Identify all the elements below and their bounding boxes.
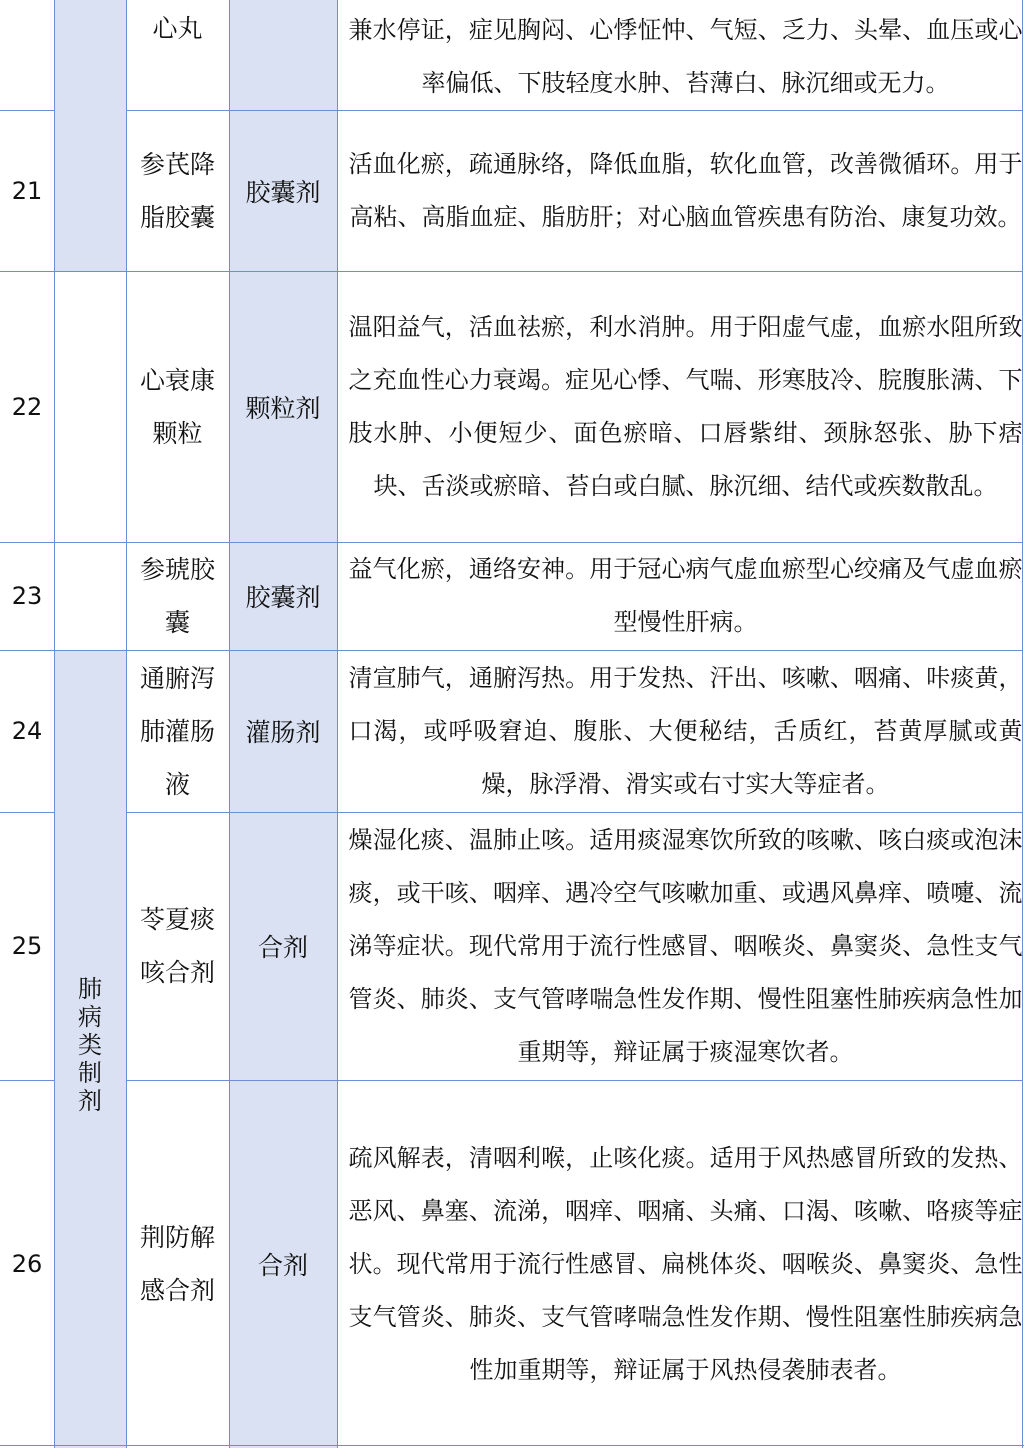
grid-line [0, 1080, 54, 1081]
category-label [54, 960, 126, 1130]
row-number: 22 [11, 392, 43, 421]
grid-line [126, 542, 1023, 543]
grid-line [126, 650, 1023, 651]
grid-line [0, 812, 54, 813]
dosage-form-cell: 颗粒剂 [245, 393, 321, 423]
description-cell: 清宣肺气，通腑泻热。用于发热、汗出、咳嗽、咽痛、咔痰黄，口渴，或呼吸窘迫、腹胀、大便秘结，舌质红，苔黄厚腻或黄燥，脉浮滑、滑实或右寸实大等症者。 [348, 663, 1023, 798]
row-number: 21 [11, 176, 43, 205]
row-number: 26 [11, 1250, 43, 1278]
grid-line [126, 110, 1023, 111]
grid-line [126, 1080, 1023, 1081]
grid-line [337, 0, 338, 1448]
description-cell: 活血化瘀，疏通脉络，降低血脂，软化血管，改善微循环。用于高粘、高脂血症、脂肪肝；对心脑血管疾患有防治、康复功效。 [348, 149, 1023, 231]
dosage-form-cell: 灌肠剂 [245, 718, 321, 747]
drug-name-cell: 通腑泻 肺灌肠 液 [139, 663, 215, 799]
grid-line [0, 271, 54, 272]
dosage-form-cell: 合剂 [257, 1251, 308, 1280]
description-cell: 燥湿化痰、温肺止咳。适用痰湿寒饮所致的咳嗽、咳白痰或泡沫痰，或干咳、咽痒、遇冷空气咳嗽加重、或遇风鼻痒、喷嚏、流涕等症状。现代常用于流行性感冒、咽喉炎、鼻窦炎、急性支气管炎、肺炎、支气管哮喘急性发作期、慢性阻塞性肺疾病急性加重期等，辩证属于痰湿寒饮者。 [348, 825, 1023, 1066]
row-number: 23 [11, 582, 43, 610]
category-char: 类 [78, 1031, 102, 1059]
drug-name-cell: 苓夏痰 咳合剂 [139, 905, 215, 987]
drug-name-cell: 心衰康 颗粒 [139, 365, 215, 448]
category-char: 病 [78, 1003, 102, 1031]
drug-name-cell: 参琥胶 囊 [139, 555, 215, 637]
grid-line [54, 0, 55, 1448]
row-number: 24 [11, 717, 43, 745]
description-cell: 兼水停证，症见胸闷、心悸怔忡、气短、乏力、头晕、血压或心率偏低、下肢轻度水肿、苔薄白、脉沉细或无力。 [348, 16, 1023, 97]
grid-line [0, 650, 54, 651]
grid-line [54, 271, 126, 272]
grid-line [1022, 0, 1023, 1448]
grid-line [229, 0, 230, 1448]
category-char: 肺 [78, 975, 102, 1003]
grid-line [0, 110, 54, 111]
grid-line [54, 650, 126, 651]
category-char: 剂 [78, 1087, 102, 1115]
grid-line [0, 1445, 1024, 1446]
grid-line [54, 542, 126, 543]
description-cell: 疏风解表，清咽利喉，止咳化痰。适用于风热感冒所致的发热、恶风、鼻塞、流涕，咽痒、咽痛、头痛、口渴、咳嗽、咯痰等症状。现代常用于流行性感冒、扁桃体炎、咽喉炎、鼻窦炎、急性支气管炎、肺炎、支气管哮喘急性发作期、慢性阻塞性肺疾病急性加重期等，辩证属于风热侵袭肺表者。 [348, 1143, 1023, 1384]
dosage-form-cell: 合剂 [257, 933, 308, 962]
description-cell: 温阳益气，活血祛瘀，利水消肿。用于阳虚气虚，血瘀水阻所致之充血性心力衰竭。症见心悸、气喘、形寒肢冷、脘腹胀满、下肢水肿、小便短少、面色瘀暗、口唇紫绀、颈脉怒张、胁下痞块、舌淡或瘀暗、苔白或白腻、脉沉细、结代或疾数散乱。 [348, 312, 1023, 500]
row-number: 25 [11, 932, 43, 960]
dosage-form-cell: 胶囊剂 [245, 177, 321, 207]
dosage-form-cell: 胶囊剂 [245, 583, 321, 612]
grid-line [126, 0, 127, 1448]
grid-line [126, 812, 1023, 813]
description-cell: 益气化瘀，通络安神。用于冠心病气虚血瘀型心绞痛及气虚血瘀型慢性肝病。 [348, 555, 1023, 636]
drug-name-cell: 荆防解 感合剂 [139, 1223, 215, 1305]
grid-line [126, 271, 1023, 272]
category-char: 制 [78, 1059, 102, 1087]
drug-name-cell: 参芪降 脂胶囊 [139, 149, 215, 232]
drug-name-cell: 心丸 [152, 13, 203, 43]
grid-line [0, 542, 54, 543]
